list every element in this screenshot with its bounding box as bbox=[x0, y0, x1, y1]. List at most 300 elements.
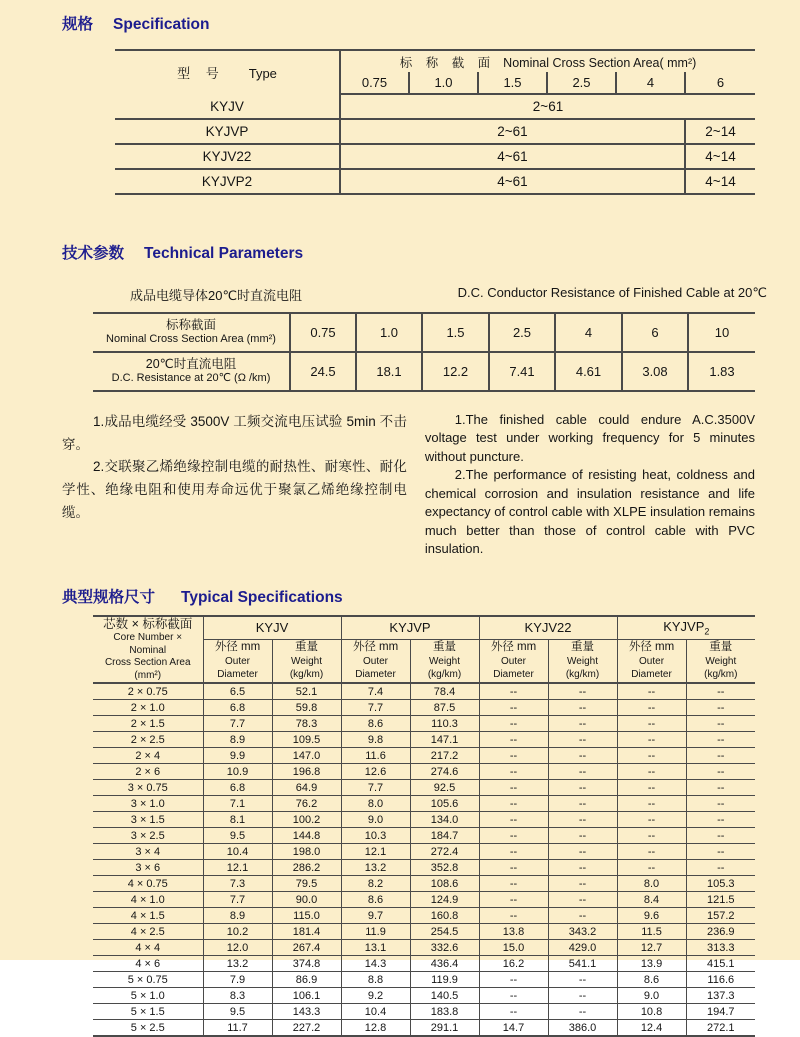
measurement-cell: -- bbox=[617, 844, 686, 860]
measurement-cell: 121.5 bbox=[686, 892, 755, 908]
measurement-cell: 7.7 bbox=[203, 892, 272, 908]
note-cn-1: 1.成品电缆经受 3500V 工频交流电压试验 5min 不击穿。 bbox=[62, 414, 407, 452]
core-size-cell: 2 × 4 bbox=[93, 748, 203, 764]
measurement-cell: 236.9 bbox=[686, 924, 755, 940]
typical-data-row bbox=[93, 812, 755, 828]
measurement-cell: -- bbox=[617, 764, 686, 780]
measurement-cell: 10.2 bbox=[203, 924, 272, 940]
tech-size-cell: 1.0 bbox=[356, 313, 422, 352]
typical-data-row bbox=[93, 828, 755, 844]
measurement-cell: 108.6 bbox=[410, 876, 479, 892]
notes-chinese bbox=[62, 411, 407, 559]
measurement-cell: 343.2 bbox=[548, 924, 617, 940]
core-size-cell: 5 × 1.5 bbox=[93, 1004, 203, 1020]
measurement-cell: -- bbox=[548, 828, 617, 844]
measurement-cell: -- bbox=[617, 828, 686, 844]
measurement-cell: 87.5 bbox=[410, 700, 479, 716]
spec-heading-cn: 规格 bbox=[62, 16, 94, 33]
measurement-cell: 7.7 bbox=[341, 780, 410, 796]
measurement-cell: -- bbox=[617, 716, 686, 732]
measurement-cell: 8.0 bbox=[617, 876, 686, 892]
note-en-2: 2.The performance of resisting heat, coldness and chemical corrosion and insulation resistance and life expectancy of control cable with XLPE insulation remains much better than those of control cable with PVC insulation. bbox=[424, 467, 755, 557]
measurement-cell: 134.0 bbox=[410, 812, 479, 828]
tech-section-area-row bbox=[93, 313, 755, 352]
typical-data-row bbox=[93, 844, 755, 860]
tech-resistance-cell: 3.08 bbox=[622, 352, 688, 391]
typical-data-row bbox=[93, 876, 755, 892]
measurement-cell: -- bbox=[548, 812, 617, 828]
core-size-cell: 2 × 1.0 bbox=[93, 700, 203, 716]
tech-resistance-cell: 18.1 bbox=[356, 352, 422, 391]
measurement-cell: 7.3 bbox=[203, 876, 272, 892]
measurement-cell: -- bbox=[479, 716, 548, 732]
note-cn-2: 2.交联聚乙烯绝缘控制电缆的耐热性、耐寒性、耐化学性、绝缘电阻和使用寿命远优于聚氯乙烯绝缘控制电缆。 bbox=[62, 459, 407, 520]
measurement-cell: 7.4 bbox=[341, 683, 410, 700]
core-size-cell: 4 × 6 bbox=[93, 956, 203, 972]
spec-row bbox=[115, 119, 755, 144]
measurement-cell: 374.8 bbox=[272, 956, 341, 972]
measurement-cell: -- bbox=[617, 700, 686, 716]
typical-data-row bbox=[93, 924, 755, 940]
measurement-cell: 78.3 bbox=[272, 716, 341, 732]
measurement-cell: -- bbox=[479, 1004, 548, 1020]
spec-size-header-cell: 0.75 bbox=[340, 72, 409, 94]
corner-en1: Core Number × Nominal bbox=[113, 632, 183, 656]
tech-size-cell: 1.5 bbox=[422, 313, 489, 352]
measurement-cell: 109.5 bbox=[272, 732, 341, 748]
core-size-cell: 4 × 1.0 bbox=[93, 892, 203, 908]
measurement-cell: 11.5 bbox=[617, 924, 686, 940]
weight-header: 重量 Weight (kg/km) bbox=[548, 639, 617, 683]
measurement-cell: 13.1 bbox=[341, 940, 410, 956]
core-size-cell: 2 × 0.75 bbox=[93, 683, 203, 700]
core-size-cell: 5 × 0.75 bbox=[93, 972, 203, 988]
type-label-en: Type bbox=[248, 66, 277, 81]
measurement-cell: 9.9 bbox=[203, 748, 272, 764]
measurement-cell: 10.3 bbox=[341, 828, 410, 844]
measurement-cell: 9.6 bbox=[617, 908, 686, 924]
spec-heading-en: Specification bbox=[113, 16, 210, 33]
measurement-cell: 227.2 bbox=[272, 1020, 341, 1037]
measurement-cell: 6.8 bbox=[203, 700, 272, 716]
measurement-cell: 110.3 bbox=[410, 716, 479, 732]
measurement-cell: 105.6 bbox=[410, 796, 479, 812]
core-size-cell: 2 × 6 bbox=[93, 764, 203, 780]
typical-section-heading bbox=[62, 585, 800, 607]
tech-size-cell: 4 bbox=[555, 313, 622, 352]
notes-english bbox=[425, 411, 755, 559]
measurement-cell: 352.8 bbox=[410, 860, 479, 876]
notes-block bbox=[62, 411, 755, 559]
measurement-cell: 144.8 bbox=[272, 828, 341, 844]
measurement-cell: 286.2 bbox=[272, 860, 341, 876]
nominal-header-cell bbox=[340, 50, 755, 72]
weight-header: 重量 Weight (kg/km) bbox=[686, 639, 755, 683]
measurement-cell: -- bbox=[548, 683, 617, 700]
spec-section-heading bbox=[62, 0, 800, 34]
measurement-cell: -- bbox=[617, 780, 686, 796]
measurement-cell: -- bbox=[479, 860, 548, 876]
measurement-cell: -- bbox=[548, 716, 617, 732]
typical-data-row bbox=[93, 716, 755, 732]
core-size-cell: 3 × 4 bbox=[93, 844, 203, 860]
spec-row bbox=[115, 169, 755, 194]
spec-type-cell: KYJV22 bbox=[115, 144, 340, 169]
measurement-cell: 11.7 bbox=[203, 1020, 272, 1037]
typical-table bbox=[93, 615, 755, 1037]
core-size-cell: 5 × 2.5 bbox=[93, 1020, 203, 1037]
weight-header: 重量 Weight (kg/km) bbox=[410, 639, 479, 683]
measurement-cell: -- bbox=[686, 812, 755, 828]
measurement-cell: -- bbox=[617, 748, 686, 764]
measurement-cell: 183.8 bbox=[410, 1004, 479, 1020]
typical-brand-header: KYJV22 bbox=[479, 616, 617, 639]
tech-size-cell: 10 bbox=[688, 313, 755, 352]
measurement-cell: 429.0 bbox=[548, 940, 617, 956]
measurement-cell: 147.0 bbox=[272, 748, 341, 764]
tech-subtitle-en: D.C. Conductor Resistance of Finished Cable at 20℃ bbox=[457, 285, 767, 300]
measurement-cell: -- bbox=[548, 844, 617, 860]
measurement-cell: 9.2 bbox=[341, 988, 410, 1004]
type-header-cell bbox=[115, 50, 340, 94]
measurement-cell: -- bbox=[548, 796, 617, 812]
measurement-cell: -- bbox=[548, 892, 617, 908]
measurement-cell: 105.3 bbox=[686, 876, 755, 892]
measurement-cell: 8.2 bbox=[341, 876, 410, 892]
typical-data-row bbox=[93, 683, 755, 700]
measurement-cell: -- bbox=[617, 860, 686, 876]
tech-heading-en: Technical Parameters bbox=[144, 245, 304, 262]
measurement-cell: 7.9 bbox=[203, 972, 272, 988]
spec-row bbox=[115, 94, 755, 119]
tech-row1-label-en: Nominal Cross Section Area (mm²) bbox=[106, 333, 276, 346]
typical-data-row bbox=[93, 1004, 755, 1020]
measurement-cell: 12.4 bbox=[617, 1020, 686, 1037]
measurement-cell: 52.1 bbox=[272, 683, 341, 700]
measurement-cell: 7.7 bbox=[203, 716, 272, 732]
measurement-cell: 78.4 bbox=[410, 683, 479, 700]
spec-size-header-cell: 1.0 bbox=[409, 72, 478, 94]
measurement-cell: 8.6 bbox=[341, 716, 410, 732]
spec-range-cell: 2~61 bbox=[340, 119, 685, 144]
measurement-cell: 10.4 bbox=[203, 844, 272, 860]
spec-type-cell: KYJV bbox=[115, 94, 340, 119]
core-size-cell: 4 × 0.75 bbox=[93, 876, 203, 892]
measurement-cell: -- bbox=[479, 988, 548, 1004]
measurement-cell: -- bbox=[686, 796, 755, 812]
spec-range-cell: 2~61 bbox=[340, 94, 755, 119]
measurement-cell: -- bbox=[479, 812, 548, 828]
typical-corner-cell bbox=[93, 616, 203, 684]
measurement-cell: 12.6 bbox=[341, 764, 410, 780]
measurement-cell: 157.2 bbox=[686, 908, 755, 924]
measurement-cell: -- bbox=[548, 988, 617, 1004]
measurement-cell: 11.9 bbox=[341, 924, 410, 940]
spec-table bbox=[115, 49, 755, 195]
measurement-cell: 8.9 bbox=[203, 908, 272, 924]
outer-diameter-header: 外径 mm Outer Diameter bbox=[203, 639, 272, 683]
tech-size-cell: 0.75 bbox=[290, 313, 356, 352]
tech-row1-label bbox=[93, 313, 290, 352]
measurement-cell: 7.1 bbox=[203, 796, 272, 812]
measurement-cell: 198.0 bbox=[272, 844, 341, 860]
typical-data-row bbox=[93, 908, 755, 924]
measurement-cell: -- bbox=[479, 972, 548, 988]
tech-section-heading bbox=[62, 241, 800, 263]
measurement-cell: 267.4 bbox=[272, 940, 341, 956]
measurement-cell: 64.9 bbox=[272, 780, 341, 796]
measurement-cell: -- bbox=[548, 860, 617, 876]
tech-heading-cn: 技术参数 bbox=[62, 245, 125, 262]
tech-resistance-row bbox=[93, 352, 755, 391]
measurement-cell: -- bbox=[686, 828, 755, 844]
nominal-label-en: Nominal Cross Section Area( mm²) bbox=[503, 55, 697, 70]
corner-en2: Cross Section Area (mm²) bbox=[104, 657, 191, 681]
core-size-cell: 3 × 1.0 bbox=[93, 796, 203, 812]
tech-table bbox=[93, 312, 755, 392]
measurement-cell: 140.5 bbox=[410, 988, 479, 1004]
measurement-cell: 8.3 bbox=[203, 988, 272, 1004]
weight-header: 重量 Weight (kg/km) bbox=[272, 639, 341, 683]
typical-brand-header: KYJVP bbox=[341, 616, 479, 639]
tech-row2-label-en: D.C. Resistance at 20℃ (Ω /km) bbox=[111, 372, 271, 385]
tech-resistance-cell: 1.83 bbox=[688, 352, 755, 391]
typical-heading-cn: 典型规格尺寸 bbox=[62, 588, 156, 606]
measurement-cell: 116.6 bbox=[686, 972, 755, 988]
measurement-cell: 272.4 bbox=[410, 844, 479, 860]
spec-row bbox=[115, 144, 755, 169]
spec-size-header-cell: 1.5 bbox=[478, 72, 547, 94]
core-size-cell: 5 × 1.0 bbox=[93, 988, 203, 1004]
measurement-cell: -- bbox=[479, 892, 548, 908]
measurement-cell: 184.7 bbox=[410, 828, 479, 844]
type-label-cn: 型 号 bbox=[177, 66, 225, 81]
core-size-cell: 2 × 1.5 bbox=[93, 716, 203, 732]
measurement-cell: -- bbox=[617, 732, 686, 748]
measurement-cell: 13.8 bbox=[479, 924, 548, 940]
measurement-cell: 137.3 bbox=[686, 988, 755, 1004]
measurement-cell: 13.9 bbox=[617, 956, 686, 972]
measurement-cell: 332.6 bbox=[410, 940, 479, 956]
measurement-cell: 194.7 bbox=[686, 1004, 755, 1020]
tech-resistance-cell: 7.41 bbox=[489, 352, 555, 391]
measurement-cell: -- bbox=[686, 716, 755, 732]
measurement-cell: -- bbox=[617, 796, 686, 812]
measurement-cell: 11.6 bbox=[341, 748, 410, 764]
measurement-cell: -- bbox=[479, 780, 548, 796]
measurement-cell: 181.4 bbox=[272, 924, 341, 940]
measurement-cell: -- bbox=[479, 796, 548, 812]
measurement-cell: -- bbox=[479, 908, 548, 924]
typical-data-row bbox=[93, 892, 755, 908]
measurement-cell: 86.9 bbox=[272, 972, 341, 988]
spec-header-row-1 bbox=[115, 50, 755, 72]
measurement-cell: -- bbox=[479, 683, 548, 700]
measurement-cell: 9.0 bbox=[617, 988, 686, 1004]
measurement-cell: 7.7 bbox=[341, 700, 410, 716]
measurement-cell: 8.9 bbox=[203, 732, 272, 748]
spec-type-cell: KYJVP bbox=[115, 119, 340, 144]
measurement-cell: -- bbox=[548, 732, 617, 748]
measurement-cell: -- bbox=[479, 844, 548, 860]
measurement-cell: 12.1 bbox=[203, 860, 272, 876]
measurement-cell: 10.4 bbox=[341, 1004, 410, 1020]
measurement-cell: -- bbox=[548, 700, 617, 716]
measurement-cell: -- bbox=[479, 732, 548, 748]
measurement-cell: 15.0 bbox=[479, 940, 548, 956]
measurement-cell: 9.7 bbox=[341, 908, 410, 924]
measurement-cell: -- bbox=[686, 780, 755, 796]
measurement-cell: 10.8 bbox=[617, 1004, 686, 1020]
measurement-cell: 254.5 bbox=[410, 924, 479, 940]
measurement-cell: 59.8 bbox=[272, 700, 341, 716]
typical-brand-header: KYJV bbox=[203, 616, 341, 639]
typical-data-row bbox=[93, 1020, 755, 1037]
measurement-cell: 8.4 bbox=[617, 892, 686, 908]
measurement-cell: 8.6 bbox=[617, 972, 686, 988]
measurement-cell: -- bbox=[479, 700, 548, 716]
measurement-cell: 14.7 bbox=[479, 1020, 548, 1037]
tech-size-cell: 2.5 bbox=[489, 313, 555, 352]
measurement-cell: -- bbox=[548, 780, 617, 796]
measurement-cell: 13.2 bbox=[203, 956, 272, 972]
measurement-cell: 9.0 bbox=[341, 812, 410, 828]
nominal-label-cn: 标 称 截 面 bbox=[399, 55, 496, 70]
measurement-cell: 8.6 bbox=[341, 892, 410, 908]
measurement-cell: 313.3 bbox=[686, 940, 755, 956]
core-size-cell: 3 × 0.75 bbox=[93, 780, 203, 796]
measurement-cell: 92.5 bbox=[410, 780, 479, 796]
core-size-cell: 3 × 6 bbox=[93, 860, 203, 876]
core-size-cell: 4 × 4 bbox=[93, 940, 203, 956]
measurement-cell: -- bbox=[548, 972, 617, 988]
measurement-cell: 8.0 bbox=[341, 796, 410, 812]
spec-range-cell: 4~61 bbox=[340, 144, 685, 169]
typical-brand-header: $KYJVP_2$ bbox=[617, 616, 755, 639]
core-size-cell: 2 × 2.5 bbox=[93, 732, 203, 748]
tech-section bbox=[0, 241, 800, 559]
measurement-cell: 13.2 bbox=[341, 860, 410, 876]
corner-cn: 芯数 × 标称截面 bbox=[103, 616, 193, 631]
typical-data-row bbox=[93, 956, 755, 972]
core-size-cell: 3 × 2.5 bbox=[93, 828, 203, 844]
tech-row1-label-cn: 标称截面 bbox=[165, 317, 216, 332]
measurement-cell: -- bbox=[548, 908, 617, 924]
measurement-cell: 9.5 bbox=[203, 828, 272, 844]
measurement-cell: 8.8 bbox=[341, 972, 410, 988]
measurement-cell: -- bbox=[617, 812, 686, 828]
measurement-cell: -- bbox=[686, 683, 755, 700]
spec-size-header-cell: 4 bbox=[616, 72, 685, 94]
measurement-cell: 9.8 bbox=[341, 732, 410, 748]
tech-row2-label bbox=[93, 352, 290, 391]
tech-size-cell: 6 bbox=[622, 313, 688, 352]
spec-size-header-cell: 2.5 bbox=[547, 72, 616, 94]
measurement-cell: 106.1 bbox=[272, 988, 341, 1004]
measurement-cell: 12.8 bbox=[341, 1020, 410, 1037]
measurement-cell: -- bbox=[686, 860, 755, 876]
measurement-cell: 100.2 bbox=[272, 812, 341, 828]
tech-subtitle-cn: 成品电缆导体20℃时直流电阻 bbox=[130, 288, 303, 303]
measurement-cell: 143.3 bbox=[272, 1004, 341, 1020]
measurement-cell: 16.2 bbox=[479, 956, 548, 972]
measurement-cell: 386.0 bbox=[548, 1020, 617, 1037]
measurement-cell: -- bbox=[548, 1004, 617, 1020]
measurement-cell: 6.5 bbox=[203, 683, 272, 700]
measurement-cell: 90.0 bbox=[272, 892, 341, 908]
measurement-cell: -- bbox=[686, 732, 755, 748]
note-en-1: 1.The finished cable could endure A.C.3500V voltage test under working frequency for 5 minutes without puncture. bbox=[424, 412, 755, 464]
tech-subtitle bbox=[130, 285, 767, 304]
core-size-cell: 3 × 1.5 bbox=[93, 812, 203, 828]
measurement-cell: 115.0 bbox=[272, 908, 341, 924]
typical-data-row bbox=[93, 940, 755, 956]
typical-data-row bbox=[93, 780, 755, 796]
measurement-cell: 274.6 bbox=[410, 764, 479, 780]
spec-range-last-cell: 2~14 bbox=[685, 119, 755, 144]
measurement-cell: -- bbox=[479, 748, 548, 764]
measurement-cell: -- bbox=[548, 748, 617, 764]
measurement-cell: 79.5 bbox=[272, 876, 341, 892]
measurement-cell: -- bbox=[548, 764, 617, 780]
measurement-cell: -- bbox=[548, 876, 617, 892]
tech-row2-label-cn: 20℃时直流电阻 bbox=[145, 356, 237, 371]
core-size-cell: 4 × 2.5 bbox=[93, 924, 203, 940]
measurement-cell: -- bbox=[686, 748, 755, 764]
measurement-cell: 291.1 bbox=[410, 1020, 479, 1037]
measurement-cell: -- bbox=[479, 828, 548, 844]
measurement-cell: -- bbox=[479, 876, 548, 892]
outer-diameter-header: 外径 mm Outer Diameter bbox=[479, 639, 548, 683]
measurement-cell: 415.1 bbox=[686, 956, 755, 972]
measurement-cell: 14.3 bbox=[341, 956, 410, 972]
spec-range-last-cell: 4~14 bbox=[685, 144, 755, 169]
measurement-cell: 9.5 bbox=[203, 1004, 272, 1020]
spec-section bbox=[0, 0, 800, 195]
typical-data-row bbox=[93, 860, 755, 876]
measurement-cell: 76.2 bbox=[272, 796, 341, 812]
tech-resistance-cell: 4.61 bbox=[555, 352, 622, 391]
measurement-cell: 12.1 bbox=[341, 844, 410, 860]
measurement-cell: 10.9 bbox=[203, 764, 272, 780]
tech-resistance-cell: 24.5 bbox=[290, 352, 356, 391]
measurement-cell: 12.0 bbox=[203, 940, 272, 956]
outer-diameter-header: 外径 mm Outer Diameter bbox=[617, 639, 686, 683]
typical-data-row bbox=[93, 972, 755, 988]
measurement-cell: 541.1 bbox=[548, 956, 617, 972]
measurement-cell: 196.8 bbox=[272, 764, 341, 780]
tech-resistance-cell: 12.2 bbox=[422, 352, 489, 391]
measurement-cell: 6.8 bbox=[203, 780, 272, 796]
typical-heading-en: Typical Specifications bbox=[181, 588, 343, 606]
measurement-cell: 147.1 bbox=[410, 732, 479, 748]
spec-size-header-cell: 6 bbox=[685, 72, 755, 94]
spec-range-last-cell: 4~14 bbox=[685, 169, 755, 194]
typical-data-row bbox=[93, 988, 755, 1004]
typical-brands-row bbox=[93, 616, 755, 639]
measurement-cell: 8.1 bbox=[203, 812, 272, 828]
measurement-cell: -- bbox=[686, 764, 755, 780]
spec-range-cell: 4~61 bbox=[340, 169, 685, 194]
measurement-cell: 124.9 bbox=[410, 892, 479, 908]
outer-diameter-header: 外径 mm Outer Diameter bbox=[341, 639, 410, 683]
measurement-cell: 272.1 bbox=[686, 1020, 755, 1037]
typical-section bbox=[0, 585, 800, 1037]
typical-data-row bbox=[93, 796, 755, 812]
typical-data-row bbox=[93, 732, 755, 748]
measurement-cell: 436.4 bbox=[410, 956, 479, 972]
typical-data-row bbox=[93, 700, 755, 716]
